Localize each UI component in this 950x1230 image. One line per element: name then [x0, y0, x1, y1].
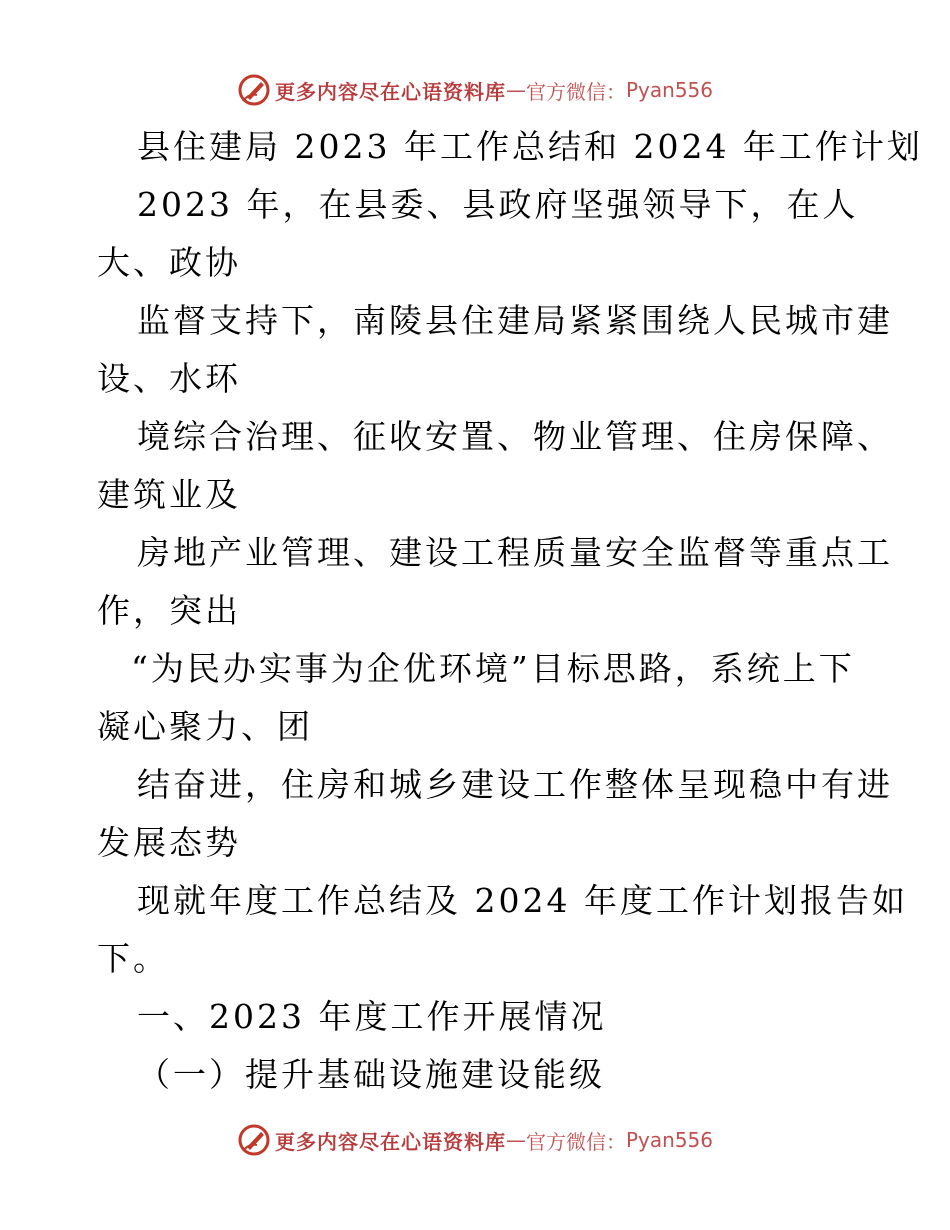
banner-contact-id: Pyan556	[625, 1128, 713, 1152]
document-line: 凝心聚力、团	[97, 707, 313, 746]
footer-banner	[0, 1120, 950, 1160]
pen-logo-icon	[237, 1123, 271, 1157]
document-line: 一、2023 年度工作开展情况	[137, 997, 607, 1036]
document-line: 结奋进，住房和城乡建设工作整体呈现稳中有进	[137, 765, 893, 804]
banner-text: 更多内容尽在心语资料库	[274, 1129, 506, 1154]
document-line: 2023 年，在县委、县政府坚强领导下，在人	[137, 185, 859, 224]
banner-separator: —	[505, 1128, 526, 1152]
document-line: 现就年度工作总结及 2024 年度工作计划报告如	[137, 881, 908, 920]
document-line: 县住建局 2023 年工作总结和 2024 年工作计划	[137, 127, 923, 166]
document-line: （一）提升基础设施建设能级	[137, 1055, 605, 1094]
banner-separator: —	[505, 78, 526, 102]
document-line: 大、政协	[97, 243, 241, 282]
document-line: 作，突出	[97, 591, 241, 630]
document-body	[97, 118, 923, 1104]
document-line: 建筑业及	[97, 475, 241, 514]
document-line: 监督支持下，南陵县住建局紧紧围绕人民城市建	[137, 301, 893, 340]
banner-text: 更多内容尽在心语资料库	[274, 79, 506, 104]
banner-contact-label: 官方微信：	[525, 1129, 626, 1154]
banner-contact-id: Pyan556	[625, 78, 713, 102]
document-line: “为民办实事为企优环境”目标思路，系统上下	[131, 649, 855, 688]
document-line: 下。	[97, 939, 169, 978]
banner-contact-label: 官方微信：	[525, 79, 626, 104]
document-line: 设、水环	[97, 359, 241, 398]
pen-logo-icon	[237, 73, 271, 107]
document-line: 发展态势	[97, 823, 241, 862]
document-line: 境综合治理、征收安置、物业管理、住房保障、	[137, 417, 893, 456]
document-line: 房地产业管理、建设工程质量安全监督等重点工	[137, 533, 893, 572]
header-banner	[0, 70, 950, 110]
